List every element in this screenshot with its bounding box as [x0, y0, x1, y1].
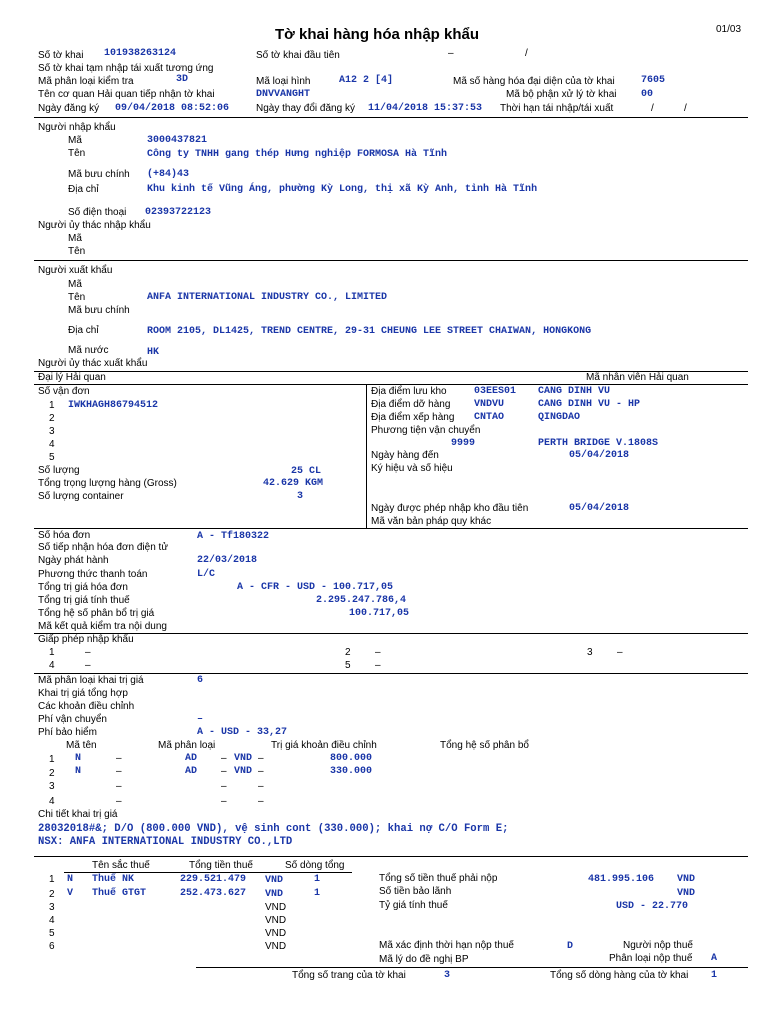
- adjustment-dash: –: [221, 796, 227, 807]
- importer-so-dien-thoai-label: Số điện thoại: [68, 207, 127, 218]
- van-don-no: 2: [49, 413, 55, 424]
- divider: [196, 967, 748, 968]
- adjustment-currency: VND: [234, 753, 253, 764]
- adjustment-dash: –: [116, 766, 122, 777]
- permit-dash: –: [85, 660, 91, 671]
- importer-ma-buu-chinh-label: Mã bưu chính: [68, 169, 130, 180]
- van-don-value: IWKHAGH86794512: [68, 400, 159, 411]
- adjustment-dash: –: [221, 766, 227, 777]
- ma-so-hang-hoa-label: Mã số hàng hóa đại diện của tờ khai: [453, 76, 615, 87]
- phuong-thuc-thanh-toan-value: L/C: [197, 569, 216, 580]
- adjustment-dash: –: [116, 753, 122, 764]
- phi-bao-hiem-value: A - USD - 33,27: [197, 727, 288, 738]
- so-luong-container-label: Số lượng container: [38, 491, 124, 502]
- phuong-tien-code: 9999: [451, 438, 476, 449]
- divider: [34, 633, 748, 634]
- thoi-han-label: Thời hạn tái nhập/tái xuất: [500, 103, 614, 114]
- tong-tri-gia-tinh-thue-value: 2.295.247.786,4: [316, 595, 407, 606]
- adjustment-ma-ten: N: [75, 766, 82, 777]
- adjustment-ma-ten: N: [75, 753, 82, 764]
- dia-diem-luu-kho-label: Địa điểm lưu kho: [371, 386, 447, 397]
- ma-van-ban-phap-quy-label: Mã văn bản pháp quy khác: [371, 516, 492, 527]
- adjustment-dash: –: [258, 753, 264, 764]
- ma-ket-qua-kiem-tra-label: Mã kết quả kiểm tra nội dung: [38, 621, 167, 632]
- adjustment-currency: VND: [234, 766, 253, 777]
- ma-xac-dinh-thoi-han-value: D: [567, 941, 574, 952]
- exporter-ten-label: Tên: [68, 292, 86, 303]
- exporter-dia-chi-value: ROOM 2105, DL1425, TREND CENTRE, 29-31 CHEUNG LEE STREET CHAIWAN, HONGKONG: [147, 326, 592, 337]
- tax-name: Thuế NK: [92, 874, 135, 885]
- so-to-khai-dau-tien-label: Số tờ khai đầu tiên: [256, 50, 340, 61]
- tax-currency: VND: [265, 889, 284, 900]
- tong-so-dong-hang-label: Tổng số dòng hàng của tờ khai: [550, 970, 689, 981]
- col-tong-tien-thue-header: Tổng tiền thuế: [189, 860, 253, 871]
- tong-so-dong-hang-value: 1: [711, 970, 718, 981]
- permit-no: 4: [49, 660, 55, 671]
- so-hoa-don-label: Số hóa đơn: [38, 530, 91, 541]
- ma-loai-hinh-label: Mã loại hình: [256, 76, 311, 87]
- ngay-thay-doi-label: Ngày thay đổi đăng ký: [256, 103, 355, 114]
- tong-tri-gia-hoa-don-label: Tổng trị giá hóa đơn: [38, 582, 128, 593]
- phi-van-chuyen-label: Phí vận chuyển: [38, 714, 107, 725]
- divider: [34, 673, 748, 674]
- permit-no: 2: [345, 647, 351, 658]
- ma-bo-phan-xu-ly-value: 00: [641, 89, 654, 100]
- adjustment-dash: –: [116, 796, 122, 807]
- phi-van-chuyen-value: –: [197, 714, 204, 725]
- tax-name: Thuế GTGT: [92, 888, 147, 899]
- tax-row-no: 5: [49, 928, 55, 939]
- ngay-nhap-kho-value: 05/04/2018: [569, 503, 630, 514]
- ma-phan-loai-khai-tri-gia-label: Mã phân loại khai trị giá: [38, 675, 144, 686]
- dia-diem-do-hang-code: VNDVU: [474, 399, 505, 410]
- ma-loai-hinh-value: A12 2 [4]: [339, 75, 394, 86]
- ngay-hang-den-label: Ngày hàng đến: [371, 450, 439, 461]
- tax-lines: 1: [314, 888, 321, 899]
- tax-currency: VND: [265, 875, 284, 886]
- so-to-khai-label: Số tờ khai: [38, 50, 84, 61]
- giay-phep-nhap-khau-label: Giấp phép nhập khẩu: [38, 634, 134, 645]
- importer-ma-buu-chinh-value: (+84)43: [147, 169, 190, 180]
- vertical-divider: [366, 384, 367, 528]
- phuong-thuc-thanh-toan-label: Phương thức thanh toán: [38, 569, 148, 580]
- so-to-khai-tam-nhap-label: Số tờ khai tạm nhập tái xuất tương ứng: [38, 63, 214, 74]
- tax-currency: VND: [265, 902, 287, 913]
- entrusting-importer-ten-label: Tên: [68, 246, 86, 257]
- permit-dash: –: [85, 647, 91, 658]
- tax-header-underline: [64, 872, 352, 873]
- ngay-dang-ky-label: Ngày đăng ký: [38, 103, 100, 114]
- ty-gia-tinh-thue-label: Tỷ giá tính thuế: [379, 900, 448, 911]
- entrusting-importer-label: Người ủy thác nhập khẩu: [38, 220, 151, 231]
- dia-diem-luu-kho-code: 03EES01: [474, 386, 517, 397]
- phuong-tien-label: Phương tiện vận chuyển: [371, 425, 481, 436]
- ma-so-hang-hoa-value: 7605: [641, 75, 666, 86]
- divider: [34, 260, 748, 261]
- ky-hieu-so-hieu-label: Ký hiệu và số hiệu: [371, 463, 453, 474]
- van-don-no: 5: [49, 452, 55, 463]
- exporter-dia-chi-label: Địa chỉ: [68, 325, 99, 336]
- tong-trong-luong-label: Tổng trọng lượng hàng (Gross): [38, 478, 177, 489]
- exporter-ma-label: Mã: [68, 279, 82, 290]
- tong-so-tien-thue-currency: VND: [677, 874, 696, 885]
- dai-ly-hai-quan-label: Đại lý Hải quan: [38, 372, 106, 383]
- nguoi-nop-thue-label: Người nộp thuế: [623, 940, 693, 951]
- divider: [34, 856, 748, 857]
- adjustment-row-no: 2: [49, 768, 55, 779]
- divider: [34, 384, 748, 385]
- dia-diem-xep-hang-label: Địa điểm xếp hàng: [371, 412, 455, 423]
- tong-so-trang-value: 3: [444, 970, 451, 981]
- so-to-khai-value: 101938263124: [104, 48, 177, 59]
- adjustment-tri-gia: 800.000: [330, 753, 373, 764]
- ngay-hang-den-value: 05/04/2018: [569, 450, 630, 461]
- adjustment-row-no: 4: [49, 796, 55, 807]
- exporter-ma-buu-chinh-label: Mã bưu chính: [68, 305, 130, 316]
- thoi-han-slash-2: /: [684, 103, 687, 114]
- adjustment-row-no: 3: [49, 781, 55, 792]
- importer-dia-chi-value: Khu kinh tế Vũng Áng, phường Kỳ Long, thị xã Kỳ Anh, tỉnh Hà Tĩnh: [147, 184, 538, 195]
- tong-so-tien-thue-label: Tổng số tiền thuế phải nộp: [379, 873, 498, 884]
- adjustment-ma-phan-loai: AD: [185, 753, 198, 764]
- phi-bao-hiem-label: Phí bảo hiểm: [38, 727, 97, 738]
- ma-phan-loai-kiem-tra-label: Mã phân loại kiểm tra: [38, 76, 134, 87]
- chi-tiet-khai-tri-gia-label: Chi tiết khai trị giá: [38, 809, 118, 820]
- chi-tiet-khai-tri-gia-line-1: 28032018#&; D/O (800.000 VND), vệ sinh cont (330.000); khai nợ C/O Form E;: [38, 823, 509, 835]
- importer-so-dien-thoai-value: 02393722123: [145, 207, 212, 218]
- ten-co-quan-hq-value: DNVVANGHT: [256, 89, 311, 100]
- adjustment-dash: –: [221, 781, 227, 792]
- tax-amount: 229.521.479: [180, 874, 247, 885]
- adjustment-dash: –: [221, 753, 227, 764]
- importer-dia-chi-label: Địa chỉ: [68, 184, 99, 195]
- ma-ly-do-de-nghi-label: Mã lý do đề nghị BP: [379, 954, 469, 965]
- adjustment-tri-gia: 330.000: [330, 766, 373, 777]
- so-luong-value: 25 CL: [291, 466, 322, 477]
- van-don-no: 4: [49, 439, 55, 450]
- dia-diem-xep-hang-name: QINGDAO: [538, 412, 581, 423]
- phan-loai-nop-thue-label: Phân loại nộp thuế: [609, 953, 693, 964]
- so-tien-bao-lanh-currency: VND: [677, 888, 696, 899]
- col-tong-he-so-header: Tổng hệ số phân bổ: [440, 740, 529, 751]
- ma-bo-phan-xu-ly-label: Mã bộ phận xử lý tờ khai: [506, 89, 617, 100]
- importer-section-label: Người nhập khẩu: [38, 122, 116, 133]
- permit-dash: –: [617, 647, 623, 658]
- col-so-dong-tong-header: Số dòng tổng: [285, 860, 345, 871]
- col-tri-gia-dieu-chinh-header: Trị giá khoản điều chỉnh: [271, 740, 377, 751]
- ma-xac-dinh-thoi-han-label: Mã xác định thời hạn nộp thuế: [379, 940, 514, 951]
- thoi-han-slash-1: /: [651, 103, 654, 114]
- tax-row-no: 2: [49, 889, 55, 900]
- dia-diem-do-hang-name: CANG DINH VU - HP: [538, 399, 641, 410]
- ngay-phat-hanh-value: 22/03/2018: [197, 555, 258, 566]
- ngay-phat-hanh-label: Ngày phát hành: [38, 555, 109, 566]
- importer-ten-value: Công ty TNHH gang thép Hưng nghiệp FORMOSA Hà Tĩnh: [147, 149, 448, 160]
- so-tien-bao-lanh-label: Số tiền bảo lãnh: [379, 886, 452, 897]
- divider: [34, 117, 748, 118]
- permit-dash: –: [375, 660, 381, 671]
- tong-he-so-phan-bo-label: Tổng hệ số phân bổ trị giá: [38, 608, 155, 619]
- permit-no: 1: [49, 647, 55, 658]
- tong-so-tien-thue-value: 481.995.106: [588, 874, 655, 885]
- dia-diem-luu-kho-name: CANG DINH VU: [538, 386, 611, 397]
- importer-ma-label: Mã: [68, 135, 82, 146]
- exporter-ma-nuoc-value: HK: [147, 347, 160, 358]
- permit-no: 5: [345, 660, 351, 671]
- importer-ma-value: 3000437821: [147, 135, 208, 146]
- tax-code: V: [67, 888, 74, 899]
- dia-diem-xep-hang-code: CNTAO: [474, 412, 505, 423]
- tax-row-no: 1: [49, 874, 55, 885]
- uy-thac-xuat-khau-label: Người ủy thác xuất khẩu: [38, 358, 148, 369]
- tax-currency: VND: [265, 941, 287, 952]
- tong-he-so-phan-bo-value: 100.717,05: [349, 608, 410, 619]
- adjustment-row-no: 1: [49, 754, 55, 765]
- page-number: 01/03: [716, 24, 742, 35]
- exporter-ma-nuoc-label: Mã nước: [68, 345, 109, 356]
- phuong-tien-name: PERTH BRIDGE V.1808S: [538, 438, 659, 449]
- tong-tri-gia-tinh-thue-label: Tổng trị giá tính thuế: [38, 595, 130, 606]
- adjustment-dash: –: [258, 766, 264, 777]
- ngay-nhap-kho-label: Ngày được phép nhập kho đầu tiên: [371, 503, 529, 514]
- tong-so-trang-label: Tổng số trang của tờ khai: [292, 970, 406, 981]
- ngay-thay-doi-value: 11/04/2018 15:37:53: [368, 103, 483, 114]
- tax-row-no: 3: [49, 902, 55, 913]
- tax-row-no: 4: [49, 915, 55, 926]
- adjustment-dash: –: [258, 796, 264, 807]
- tax-code: N: [67, 874, 74, 885]
- tax-currency: VND: [265, 928, 287, 939]
- adjustment-ma-phan-loai: AD: [185, 766, 198, 777]
- van-don-no: 1: [49, 400, 55, 411]
- phan-loai-nop-thue-value: A: [711, 953, 718, 964]
- tax-row-no: 6: [49, 941, 55, 952]
- tong-trong-luong-value: 42.629 KGM: [263, 478, 324, 489]
- tax-amount: 252.473.627: [180, 888, 247, 899]
- cac-khoan-dieu-chinh-label: Các khoản điều chỉnh: [38, 701, 135, 712]
- exporter-ten-value: ANFA INTERNATIONAL INDUSTRY CO., LIMITED: [147, 292, 388, 303]
- ten-co-quan-hq-label: Tên cơ quan Hải quan tiếp nhận tờ khai: [38, 89, 215, 100]
- entrusting-importer-ma-label: Mã: [68, 233, 82, 244]
- adjustment-dash: –: [258, 781, 264, 792]
- so-to-khai-dau-tien-dash: –: [448, 48, 454, 59]
- tax-currency: VND: [265, 915, 287, 926]
- exporter-section-label: Người xuất khẩu: [38, 265, 113, 276]
- tong-tri-gia-hoa-don-value: A - CFR - USD - 100.717,05: [237, 582, 394, 593]
- so-luong-container-value: 3: [297, 491, 304, 502]
- van-don-no: 3: [49, 426, 55, 437]
- divider: [34, 528, 748, 529]
- col-ten-sac-thue-header: Tên sắc thuế: [92, 860, 150, 871]
- tax-lines: 1: [314, 874, 321, 885]
- so-hoa-don-value: A - Tf180322: [197, 531, 270, 542]
- ty-gia-tinh-thue-value: USD - 22.770: [616, 901, 689, 912]
- so-tiep-nhan-hoa-don-label: Số tiếp nhận hóa đơn điện tử: [38, 542, 169, 553]
- page-title: Tờ khai hàng hóa nhập khẩu: [275, 26, 480, 43]
- permit-dash: –: [375, 647, 381, 658]
- chi-tiet-khai-tri-gia-line-2: NSX: ANFA INTERNATIONAL INDUSTRY CO.,LTD: [38, 836, 293, 848]
- ngay-dang-ky-value: 09/04/2018 08:52:06: [115, 103, 230, 114]
- ma-phan-loai-kiem-tra-value: 3D: [176, 74, 189, 85]
- dia-diem-do-hang-label: Địa điểm dỡ hàng: [371, 399, 451, 410]
- col-ma-ten-header: Mã tên: [66, 740, 97, 751]
- ma-phan-loai-khai-tri-gia-value: 6: [197, 675, 204, 686]
- so-van-don-label: Số vận đơn: [38, 386, 90, 397]
- col-ma-phan-loai-header: Mã phân loại: [158, 740, 216, 751]
- adjustment-dash: –: [116, 781, 122, 792]
- ma-nhan-vien-hq-label: Mã nhân viên Hải quan: [586, 372, 689, 383]
- so-luong-label: Số lượng: [38, 465, 80, 476]
- so-to-khai-dau-tien-slash: /: [525, 48, 528, 59]
- importer-ten-label: Tên: [68, 148, 86, 159]
- permit-no: 3: [587, 647, 593, 658]
- khai-tri-gia-tong-hop-label: Khai trị giá tổng hợp: [38, 688, 128, 699]
